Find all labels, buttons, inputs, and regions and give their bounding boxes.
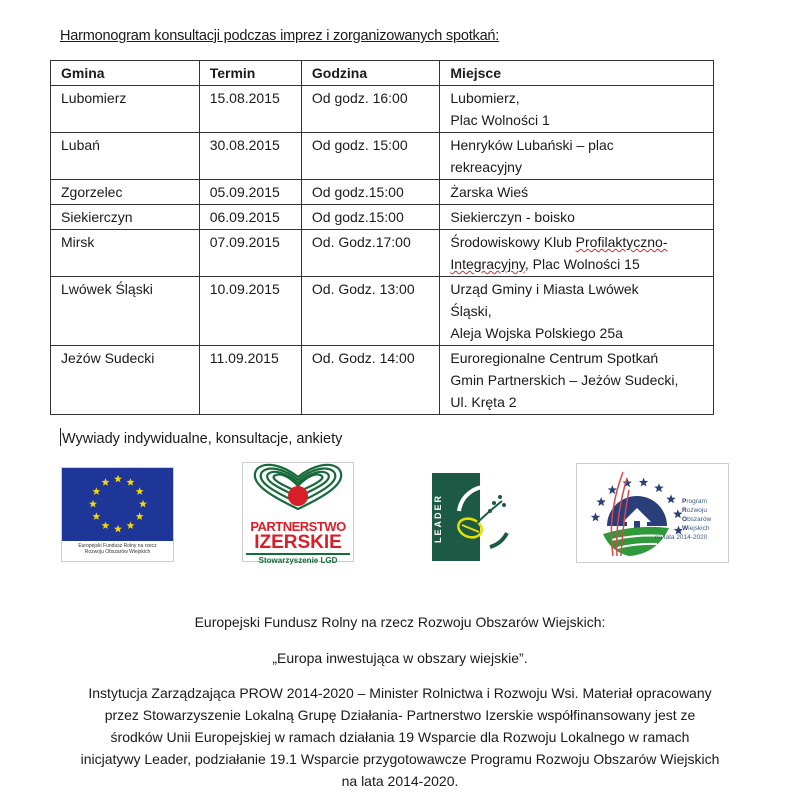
- prow-star-icon: [596, 497, 606, 506]
- eu-star-icon: [139, 500, 147, 508]
- prow-star-icon: [673, 509, 682, 518]
- cell-miejsce: Żarska Wieś: [440, 180, 714, 205]
- eu-star-icon: [136, 512, 144, 520]
- eu-star-icon: [127, 521, 135, 529]
- cell-termin: 15.08.2015: [199, 86, 301, 133]
- cell-gmina: Lubomierz: [51, 86, 200, 133]
- header-godzina: Godzina: [301, 61, 440, 86]
- eu-star-icon: [102, 521, 110, 529]
- cell-gmina: Lubań: [51, 133, 200, 180]
- cell-miejsce: Środowiskowy Klub Profilaktyczno- Integracyjny, Plac Wolności 15: [440, 230, 714, 277]
- cell-termin: 10.09.2015: [199, 277, 301, 346]
- cell-termin: 11.09.2015: [199, 346, 301, 415]
- spellcheck-word: Profilaktyczno-: [575, 234, 668, 250]
- table-row: [51, 346, 714, 415]
- prow-text: Program Rozwoju Obszarów Wiejskich: [682, 498, 712, 532]
- table-row: [51, 205, 714, 230]
- prow-logo: [576, 463, 729, 563]
- footer-paragraph: Instytucja Zarządzająca PROW 2014-2020 – Minister Rolnictwa i Rozwoju Wsi. Materiał opracowany przez Stowarzyszenie Lokalną Grupę Działania- Partnerstwo Izerskie współfinansowany jest ze środków Unii Europejskiej w ramach działania 19 Wsparcie dla Rozwoju Lokalnego w ramach inicjatywy Leader, podziałanie 19.1 Wsparcie przygotowawcze Programu Rozwoju Obszarów Wiejskich na lata 2014-2020.: [80, 685, 720, 789]
- table-row: [51, 86, 714, 133]
- prow-star-icon: [654, 483, 664, 492]
- eu-star-icon: [92, 512, 100, 520]
- cell-miejsce: Euroregionalne Centrum Spotkań Gmin Partnerskich – Jeżów Sudecki, Ul. Kręta 2: [440, 346, 714, 415]
- table-row: [51, 277, 714, 346]
- cell-termin: 06.09.2015: [199, 205, 301, 230]
- footer-fund-name: Europejski Fundusz Rolny na rzecz Rozwoju Obszarów Wiejskich:: [194, 614, 606, 630]
- partnerstwo-izerskie-logo: [242, 462, 354, 565]
- eu-star-icon: [136, 487, 144, 495]
- eu-star-icon: [114, 525, 122, 533]
- heart-emblem-icon: [243, 463, 353, 515]
- stowarzyszenie-text: Stowarzyszenie LGD: [246, 553, 350, 566]
- header-miejsce: Miejsce: [440, 61, 714, 86]
- header-gmina: Gmina: [51, 61, 200, 86]
- partnerstwo-text: PARTNERSTWO: [250, 519, 346, 534]
- eu-star-icon: [127, 478, 135, 486]
- eu-star-icon: [114, 475, 122, 483]
- table-row: [51, 133, 714, 180]
- table-row: [51, 230, 714, 277]
- eu-flag: [62, 468, 173, 541]
- izerskie-text: IZERSKIE: [254, 532, 342, 553]
- cell-termin: 07.09.2015: [199, 230, 301, 277]
- cell-miejsce: Siekierczyn - boisko: [440, 205, 714, 230]
- eu-stars-icon: [62, 468, 173, 541]
- schedule-table: [50, 60, 714, 415]
- cell-miejsce: Lubomierz, Plac Wolności 1: [440, 86, 714, 133]
- header-termin: Termin: [199, 61, 301, 86]
- text-cursor: [60, 428, 61, 446]
- subheading[interactable]: Wywiady indywidualne, konsultacje, ankiety: [60, 428, 342, 447]
- leader-emblem-icon: [432, 473, 522, 561]
- cell-godzina: Od. Godz.17:00: [301, 230, 440, 277]
- cell-gmina: Lwówek Śląski: [51, 277, 200, 346]
- cell-gmina: Jeżów Sudecki: [51, 346, 200, 415]
- prow-star-icon: [591, 512, 601, 521]
- table-header-row: [51, 61, 714, 86]
- cell-gmina: Mirsk: [51, 230, 200, 277]
- leader-text: LEADER: [433, 494, 443, 544]
- cell-godzina: Od godz. 15:00: [301, 133, 440, 180]
- table-row: [51, 180, 714, 205]
- cell-godzina: Od godz.15:00: [301, 180, 440, 205]
- cell-miejsce: Henryków Lubański – plac rekreacyjny: [440, 133, 714, 180]
- prow-years: na lata 2014-2020: [655, 534, 708, 541]
- prow-emblem-icon: [577, 464, 682, 562]
- cell-godzina: Od godz. 16:00: [301, 86, 440, 133]
- eu-star-icon: [89, 500, 97, 508]
- prow-star-icon: [608, 485, 618, 494]
- eu-star-icon: [92, 487, 100, 495]
- prow-star-icon: [666, 494, 676, 503]
- cell-godzina: Od godz.15:00: [301, 205, 440, 230]
- eu-logo: [61, 467, 174, 562]
- cell-gmina: Zgorzelec: [51, 180, 200, 205]
- cell-termin: 05.09.2015: [199, 180, 301, 205]
- footer-slogan: „Europa inwestująca w obszary wiejskie”.: [272, 650, 528, 666]
- prow-star-icon: [639, 478, 649, 487]
- cell-termin: 30.08.2015: [199, 133, 301, 180]
- cell-godzina: Od. Godz. 13:00: [301, 277, 440, 346]
- cell-gmina: Siekierczyn: [51, 205, 200, 230]
- cell-miejsce: Urząd Gminy i Miasta Lwówek Śląski, Aleja Wojska Polskiego 25a: [440, 277, 714, 346]
- eu-star-icon: [102, 478, 110, 486]
- cell-godzina: Od. Godz. 14:00: [301, 346, 440, 415]
- schedule-heading: Harmonogram konsultacji podczas imprez i zorganizowanych spotkań:: [60, 28, 500, 44]
- spellcheck-word: Integracyjny: [450, 256, 525, 272]
- leader-logo: [432, 473, 522, 561]
- eu-caption: Europejski Fundusz Rolny na rzecz Rozwoju Obszarów Wiejskich: [78, 543, 157, 555]
